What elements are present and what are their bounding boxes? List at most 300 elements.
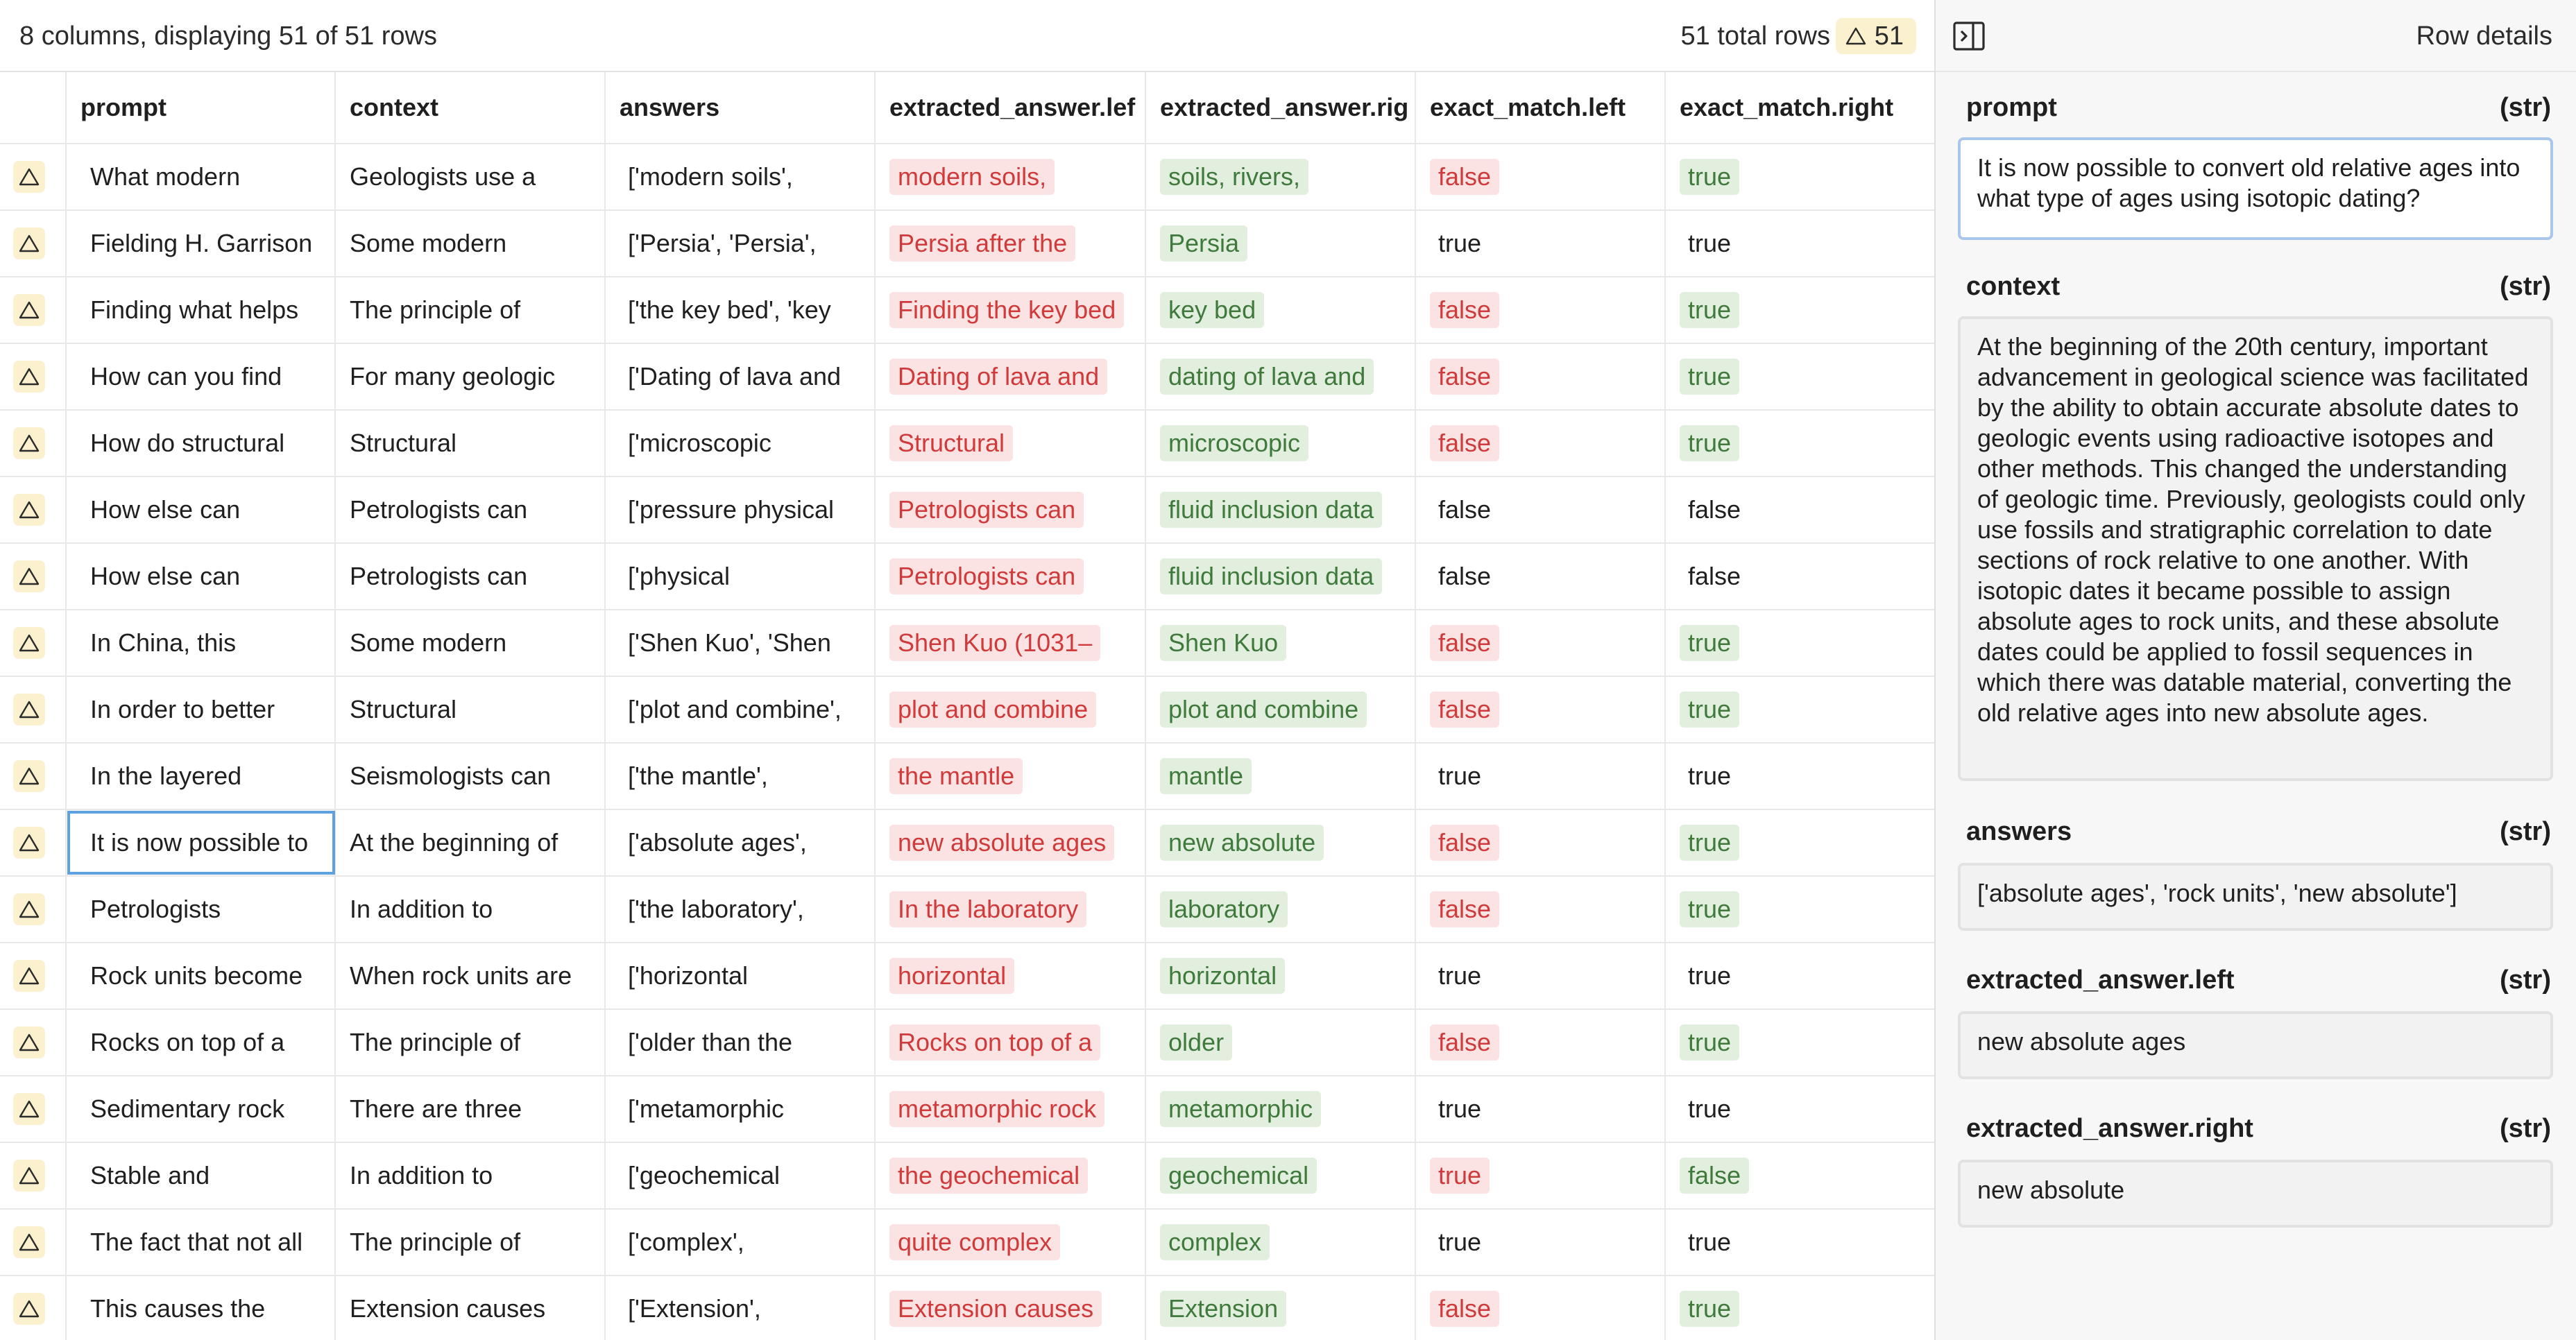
cell-exact-match-left[interactable] (1416, 1143, 1666, 1208)
cell-extracted-answer-left[interactable] (876, 1276, 1146, 1340)
cell-exact-match-left[interactable] (1416, 877, 1666, 942)
extracted-answer-left-tag: horizontal (889, 958, 1014, 994)
cell-prompt-text: It is now possible to (90, 828, 309, 857)
cell-prompt[interactable] (67, 610, 336, 676)
cell-exact-match-right[interactable] (1666, 211, 1934, 276)
row-status-cell[interactable] (0, 211, 67, 276)
total-rows-text: 51 total rows (1680, 22, 1830, 51)
cell-exact-match-right[interactable] (1666, 544, 1934, 609)
cell-exact-match-left[interactable] (1416, 344, 1666, 409)
cell-extracted-answer-right[interactable] (1146, 277, 1416, 343)
row-warning-badge[interactable] (13, 694, 45, 725)
cell-exact-match-right[interactable] (1666, 1210, 1934, 1275)
cell-context-text: At the beginning of (350, 828, 558, 857)
exact-match-left-value: false (1430, 359, 1499, 395)
row-warning-badge[interactable] (13, 361, 45, 393)
row-warning-badge[interactable] (13, 560, 45, 592)
row-status-cell[interactable] (0, 943, 67, 1008)
cell-extracted-answer-left[interactable] (876, 211, 1146, 276)
field-label-answers: answers (1966, 817, 2072, 846)
cell-context-text: The principle of (350, 1228, 521, 1256)
cell-extracted-answer-left[interactable] (876, 144, 1146, 209)
warning-triangle-icon (19, 367, 40, 386)
cell-answers[interactable] (606, 677, 876, 742)
cell-answers-text: ['the laboratory', (628, 895, 804, 923)
cell-extracted-answer-right[interactable] (1146, 544, 1416, 609)
extracted-answer-left-tag: the mantle (889, 758, 1023, 794)
cell-answers-text: ['modern soils', (628, 162, 793, 191)
exact-match-left-value: false (1438, 495, 1492, 524)
cell-exact-match-right[interactable] (1666, 1276, 1934, 1340)
field-label-context: context (1966, 272, 2061, 301)
table-row[interactable] (0, 1143, 1934, 1210)
cell-answers[interactable] (606, 943, 876, 1008)
row-status-cell[interactable] (0, 544, 67, 609)
cell-context-text: The principle of (350, 1028, 521, 1056)
table-row[interactable] (0, 943, 1934, 1010)
table-row[interactable] (0, 1276, 1934, 1340)
cell-context[interactable] (336, 211, 606, 276)
cell-context-text: Seismologists can (350, 762, 552, 790)
table-row[interactable] (0, 610, 1934, 677)
cell-answers[interactable] (606, 1010, 876, 1075)
cell-prompt[interactable] (67, 477, 336, 542)
extracted-answer-right-tag: soils, rivers, (1160, 159, 1308, 195)
cell-answers[interactable] (606, 144, 876, 209)
cell-extracted-answer-right[interactable] (1146, 1010, 1416, 1075)
cell-context[interactable] (336, 1276, 606, 1340)
cell-context-text: Petrologists can (350, 562, 528, 590)
extracted-answer-right-tag: Shen Kuo (1160, 625, 1286, 661)
exact-match-right-value: true (1680, 891, 1739, 927)
cell-context[interactable] (336, 610, 606, 676)
cell-context[interactable] (336, 943, 606, 1008)
cell-extracted-answer-left[interactable] (876, 344, 1146, 409)
extracted-answer-right-tag: laboratory (1160, 891, 1288, 927)
cell-exact-match-left[interactable] (1416, 1276, 1666, 1340)
extracted-answer-left-tag: Petrologists can (889, 492, 1084, 528)
cell-prompt-text: This causes the (90, 1294, 266, 1323)
cell-extracted-answer-right[interactable] (1146, 1143, 1416, 1208)
cell-prompt-text: Stable and (90, 1161, 210, 1189)
extracted-answer-left-tag: Extension causes (889, 1291, 1102, 1327)
cell-answers-text: ['physical (628, 562, 730, 590)
cell-exact-match-right[interactable] (1666, 1010, 1934, 1075)
table-row[interactable] (0, 1076, 1934, 1143)
field-type-prompt: (str) (2500, 93, 2551, 122)
cell-context-text: When rock units are (350, 961, 572, 990)
cell-exact-match-right[interactable] (1666, 1076, 1934, 1142)
cell-context[interactable] (336, 411, 606, 476)
cell-extracted-answer-right[interactable] (1146, 1276, 1416, 1340)
table-row[interactable] (0, 810, 1934, 877)
warning-triangle-icon (19, 900, 40, 919)
exact-match-right-value: true (1688, 229, 1732, 257)
extracted-answer-left-tag: the geochemical (889, 1158, 1088, 1194)
cell-exact-match-left[interactable] (1416, 144, 1666, 209)
cell-exact-match-right[interactable] (1666, 810, 1934, 875)
table-row[interactable] (0, 544, 1934, 610)
row-warning-badge[interactable] (13, 760, 45, 792)
row-status-cell[interactable] (0, 144, 67, 209)
warning-triangle-icon (19, 1166, 40, 1185)
exact-match-left-value: true (1438, 762, 1482, 790)
cell-exact-match-right[interactable] (1666, 877, 1934, 942)
cell-extracted-answer-left[interactable] (876, 411, 1146, 476)
row-warning-badge[interactable] (13, 827, 45, 859)
table-row[interactable] (0, 211, 1934, 277)
cell-context[interactable] (336, 144, 606, 209)
column-header-context[interactable]: context (336, 72, 606, 143)
cell-exact-match-left[interactable] (1416, 544, 1666, 609)
cell-extracted-answer-left[interactable] (876, 744, 1146, 809)
cell-exact-match-right[interactable] (1666, 411, 1934, 476)
row-warning-badge[interactable] (13, 1226, 45, 1258)
cell-prompt[interactable] (67, 810, 336, 875)
cell-exact-match-left[interactable] (1416, 1010, 1666, 1075)
row-status-cell[interactable] (0, 677, 67, 742)
cell-prompt-text: What modern (90, 162, 241, 191)
cell-exact-match-right[interactable] (1666, 477, 1934, 542)
row-status-cell[interactable] (0, 277, 67, 343)
row-warning-badge[interactable] (13, 1093, 45, 1125)
row-status-cell[interactable] (0, 1143, 67, 1208)
cell-extracted-answer-right[interactable] (1146, 411, 1416, 476)
row-warning-badge[interactable] (13, 227, 45, 259)
table-row[interactable] (0, 677, 1934, 744)
row-warning-badge[interactable] (13, 893, 45, 925)
cell-prompt-text: The fact that not all (90, 1228, 303, 1256)
cell-prompt[interactable] (67, 344, 336, 409)
exact-match-right-value: true (1680, 1291, 1739, 1327)
extracted-answer-right-tag: mantle (1160, 758, 1252, 794)
row-warning-badge[interactable] (13, 960, 45, 992)
cell-answers-text: ['older than the (628, 1028, 793, 1056)
cell-prompt[interactable] (67, 677, 336, 742)
cell-answers[interactable] (606, 1210, 876, 1275)
cell-context[interactable] (336, 744, 606, 809)
cell-prompt[interactable] (67, 943, 336, 1008)
exact-match-right-value: true (1680, 359, 1739, 395)
exact-match-right-value: false (1688, 495, 1741, 524)
exact-match-right-value: true (1680, 292, 1739, 328)
cell-extracted-answer-left[interactable] (876, 477, 1146, 542)
cell-prompt[interactable] (67, 1143, 336, 1208)
cell-context-text: Extension causes (350, 1294, 546, 1323)
cell-context-text: Some modern (350, 229, 507, 257)
field-value-answers[interactable]: ['absolute ages', 'rock units', 'new absolute'] (1958, 863, 2553, 931)
cell-exact-match-left[interactable] (1416, 1210, 1666, 1275)
exact-match-right-value: true (1680, 425, 1739, 461)
extracted-answer-right-tag: metamorphic (1160, 1091, 1321, 1127)
cell-exact-match-right[interactable] (1666, 1143, 1934, 1208)
extracted-answer-left-tag: In the laboratory (889, 891, 1086, 927)
cell-prompt[interactable] (67, 211, 336, 276)
cell-extracted-answer-left[interactable] (876, 877, 1146, 942)
cell-answers-text: ['geochemical (628, 1161, 780, 1189)
cell-prompt[interactable] (67, 277, 336, 343)
cell-exact-match-left[interactable] (1416, 943, 1666, 1008)
cell-exact-match-left[interactable] (1416, 1076, 1666, 1142)
exact-match-right-value: true (1688, 1094, 1732, 1123)
cell-extracted-answer-left[interactable] (876, 610, 1146, 676)
row-status-cell[interactable] (0, 877, 67, 942)
warning-triangle-icon (19, 1099, 40, 1119)
cell-answers[interactable] (606, 344, 876, 409)
cell-prompt-text: Rocks on top of a (90, 1028, 285, 1056)
cell-prompt[interactable] (67, 1076, 336, 1142)
cell-extracted-answer-left[interactable] (876, 677, 1146, 742)
row-status-cell[interactable] (0, 1276, 67, 1340)
cell-extracted-answer-left[interactable] (876, 1210, 1146, 1275)
cell-extracted-answer-left[interactable] (876, 1143, 1146, 1208)
cell-answers-text: ['Shen Kuo', 'Shen (628, 628, 831, 657)
cell-exact-match-left[interactable] (1416, 277, 1666, 343)
field-value-prompt[interactable]: It is now possible to convert old relative ages into what type of ages using isotopic dating? (1958, 137, 2553, 240)
cell-context[interactable] (336, 544, 606, 609)
cell-extracted-answer-right[interactable] (1146, 810, 1416, 875)
extracted-answer-right-tag: horizontal (1160, 958, 1285, 994)
cell-answers[interactable] (606, 1143, 876, 1208)
field-value-extracted-answer-left[interactable]: new absolute ages (1958, 1011, 2553, 1079)
cell-answers-text: ['horizontal (628, 961, 748, 990)
column-header-extracted-answer-right[interactable]: extracted_answer.rig (1146, 72, 1416, 143)
cell-answers-text: ['Extension', (628, 1294, 761, 1323)
cell-extracted-answer-left[interactable] (876, 1010, 1146, 1075)
cell-answers-text: ['plot and combine', (628, 695, 842, 723)
cell-prompt-text: Petrologists (90, 895, 221, 923)
table-row[interactable] (0, 344, 1934, 411)
cell-extracted-answer-left[interactable] (876, 544, 1146, 609)
row-details-title: Row details (2416, 22, 2552, 51)
row-status-cell[interactable] (0, 1010, 67, 1075)
row-warning-badge[interactable] (13, 627, 45, 659)
extracted-answer-right-tag: key bed (1160, 292, 1264, 328)
extracted-answer-left-tag: Petrologists can (889, 558, 1084, 594)
cell-exact-match-right[interactable] (1666, 144, 1934, 209)
row-status-cell[interactable] (0, 477, 67, 542)
extracted-answer-right-tag: Persia (1160, 225, 1247, 261)
cell-extracted-answer-right[interactable] (1146, 877, 1416, 942)
cell-extracted-answer-right[interactable] (1146, 1210, 1416, 1275)
extracted-answer-right-tag: fluid inclusion data (1160, 492, 1382, 528)
table-row[interactable] (0, 877, 1934, 943)
extracted-answer-left-tag: Finding the key bed (889, 292, 1124, 328)
exact-match-left-value: false (1430, 625, 1499, 661)
cell-context[interactable] (336, 1143, 606, 1208)
cell-exact-match-left[interactable] (1416, 211, 1666, 276)
extracted-answer-right-tag: dating of lava and (1160, 359, 1374, 395)
cell-extracted-answer-right[interactable] (1146, 610, 1416, 676)
field-type-answers: (str) (2500, 817, 2551, 846)
field-type-extracted-answer-left: (str) (2500, 965, 2551, 995)
row-status-cell[interactable] (0, 1210, 67, 1275)
cell-prompt-text: Finding what helps (90, 295, 299, 324)
cell-context[interactable] (336, 1076, 606, 1142)
cell-prompt[interactable] (67, 144, 336, 209)
cell-answers-text: ['the key bed', 'key (628, 295, 831, 324)
table-row[interactable] (0, 1210, 1934, 1276)
row-warning-badge[interactable] (13, 494, 45, 526)
cell-prompt[interactable] (67, 411, 336, 476)
cell-exact-match-right[interactable] (1666, 943, 1934, 1008)
row-status-cell[interactable] (0, 610, 67, 676)
field-label-extracted-answer-right: extracted_answer.right (1966, 1114, 2253, 1143)
extracted-answer-right-tag: older (1160, 1024, 1232, 1060)
cell-extracted-answer-left[interactable] (876, 1076, 1146, 1142)
cell-exact-match-left[interactable] (1416, 477, 1666, 542)
extracted-answer-left-tag: Dating of lava and (889, 359, 1107, 395)
field-value-context[interactable]: At the beginning of the 20th century, important advancement in geological science was facilitated by the ability to obtain accurate absolute dates to geologic events using radioactive isotopes and other methods. This changed the understanding of geologic time. Previously, geologists could only use fossils and stratigraphic correlation to date sections of rock relative to one another. With isotopic dates it became possible to assign absolute ages to rock units, and these absolute dates could be applied to fossil sequences in which there was datable material, converting the old relative ages into new absolute ages. (1958, 316, 2553, 781)
cell-exact-match-right[interactable] (1666, 344, 1934, 409)
cell-answers[interactable] (606, 810, 876, 875)
cell-answers[interactable] (606, 544, 876, 609)
cell-prompt[interactable] (67, 744, 336, 809)
table-row[interactable] (0, 744, 1934, 810)
cell-answers[interactable] (606, 877, 876, 942)
cell-context-text: There are three (350, 1094, 522, 1123)
warning-triangle-icon (19, 167, 40, 187)
field-label-extracted-answer-left: extracted_answer.left (1966, 965, 2235, 995)
cell-extracted-answer-left[interactable] (876, 810, 1146, 875)
cell-exact-match-left[interactable] (1416, 411, 1666, 476)
exact-match-right-value: true (1680, 159, 1739, 195)
table-row[interactable] (0, 1010, 1934, 1076)
cell-answers[interactable] (606, 277, 876, 343)
table-row[interactable] (0, 277, 1934, 344)
cell-extracted-answer-left[interactable] (876, 943, 1146, 1008)
row-status-cell[interactable] (0, 810, 67, 875)
exact-match-left-value: true (1438, 1228, 1482, 1256)
warning-triangle-icon (19, 567, 40, 586)
table-row[interactable] (0, 144, 1934, 211)
cell-answers-text: ['the mantle', (628, 762, 768, 790)
row-warning-badge[interactable] (13, 1293, 45, 1325)
exact-match-left-value: false (1438, 562, 1492, 590)
panel-toggle-icon[interactable] (1952, 21, 1986, 51)
warning-triangle-icon (19, 1232, 40, 1252)
column-header-extracted-answer-left[interactable]: extracted_answer.lef (876, 72, 1146, 143)
warning-triangle-icon (19, 833, 40, 852)
cell-extracted-answer-right[interactable] (1146, 211, 1416, 276)
cell-exact-match-right[interactable] (1666, 610, 1934, 676)
cell-prompt-text: In order to better (90, 695, 275, 723)
row-warning-badge[interactable] (13, 1027, 45, 1058)
cell-exact-match-right[interactable] (1666, 744, 1934, 809)
extracted-answer-right-tag: plot and combine (1160, 692, 1367, 728)
warning-triangle-icon (1845, 26, 1866, 46)
cell-exact-match-left[interactable] (1416, 744, 1666, 809)
row-status-cell[interactable] (0, 411, 67, 476)
cell-answers-text: ['pressure physical (628, 495, 834, 524)
cell-extracted-answer-right[interactable] (1146, 344, 1416, 409)
cell-extracted-answer-right[interactable] (1146, 943, 1416, 1008)
cell-extracted-answer-right[interactable] (1146, 677, 1416, 742)
cell-answers[interactable] (606, 744, 876, 809)
warning-triangle-icon (19, 766, 40, 786)
exact-match-right-value: false (1680, 1158, 1749, 1194)
cell-answers[interactable] (606, 477, 876, 542)
cell-extracted-answer-right[interactable] (1146, 477, 1416, 542)
exact-match-left-value: false (1430, 425, 1499, 461)
cell-extracted-answer-right[interactable] (1146, 144, 1416, 209)
cell-context[interactable] (336, 1010, 606, 1075)
cell-answers-text: ['complex', (628, 1228, 744, 1256)
cell-extracted-answer-right[interactable] (1146, 1076, 1416, 1142)
row-status-cell[interactable] (0, 744, 67, 809)
cell-extracted-answer-left[interactable] (876, 277, 1146, 343)
cell-context-text: Geologists use a (350, 162, 536, 191)
row-status-cell[interactable] (0, 1076, 67, 1142)
cell-exact-match-right[interactable] (1666, 677, 1934, 742)
cell-prompt-text: How else can (90, 495, 241, 524)
cell-exact-match-left[interactable] (1416, 677, 1666, 742)
cell-exact-match-left[interactable] (1416, 610, 1666, 676)
column-header-prompt[interactable]: prompt (67, 72, 336, 143)
column-header-answers[interactable]: answers (606, 72, 876, 143)
row-warning-badge[interactable] (13, 1160, 45, 1192)
cell-context[interactable] (336, 277, 606, 343)
exact-match-left-value: false (1430, 692, 1499, 728)
warning-triangle-icon (19, 1299, 40, 1318)
warning-triangle-icon (19, 700, 40, 719)
cell-answers-text: ['Persia', 'Persia', (628, 229, 817, 257)
row-warning-badge[interactable] (13, 294, 45, 326)
cell-context[interactable] (336, 344, 606, 409)
exact-match-right-value: true (1688, 961, 1732, 990)
cell-prompt[interactable] (67, 877, 336, 942)
warnings-badge[interactable] (1836, 18, 1916, 54)
exact-match-right-value: true (1688, 762, 1732, 790)
cell-answers[interactable] (606, 411, 876, 476)
field-value-extracted-answer-right[interactable]: new absolute (1958, 1160, 2553, 1228)
cell-context-text: Structural (350, 695, 457, 723)
cell-context-text: The principle of (350, 295, 521, 324)
cell-context[interactable] (336, 810, 606, 875)
exact-match-right-value: true (1680, 625, 1739, 661)
cell-context-text: Structural (350, 429, 457, 457)
row-warning-badge[interactable] (13, 427, 45, 459)
cell-context[interactable] (336, 1210, 606, 1275)
cell-answers[interactable] (606, 1076, 876, 1142)
table-row[interactable] (0, 477, 1934, 544)
cell-exact-match-left[interactable] (1416, 810, 1666, 875)
cell-context[interactable] (336, 877, 606, 942)
cell-context-text: In addition to (350, 895, 493, 923)
cell-answers[interactable] (606, 1276, 876, 1340)
cell-context[interactable] (336, 677, 606, 742)
cell-answers-text: ['metamorphic (628, 1094, 784, 1123)
cell-prompt[interactable] (67, 1210, 336, 1275)
exact-match-left-value: false (1430, 825, 1499, 861)
cell-prompt[interactable] (67, 544, 336, 609)
cell-prompt[interactable] (67, 1010, 336, 1075)
column-header-exact-match-left[interactable]: exact_match.left (1416, 72, 1666, 143)
row-warning-badge[interactable] (13, 161, 45, 193)
exact-match-left-value: true (1438, 229, 1482, 257)
extracted-answer-left-tag: quite complex (889, 1224, 1060, 1260)
cell-context[interactable] (336, 477, 606, 542)
warnings-count: 51 (1874, 21, 1904, 51)
row-status-cell[interactable] (0, 344, 67, 409)
cell-prompt[interactable] (67, 1276, 336, 1340)
table-row[interactable] (0, 411, 1934, 477)
cell-answers[interactable] (606, 211, 876, 276)
cell-answers[interactable] (606, 610, 876, 676)
column-header-exact-match-right[interactable]: exact_match.right (1680, 93, 1894, 121)
cell-extracted-answer-right[interactable] (1146, 744, 1416, 809)
cell-exact-match-right[interactable] (1666, 277, 1934, 343)
